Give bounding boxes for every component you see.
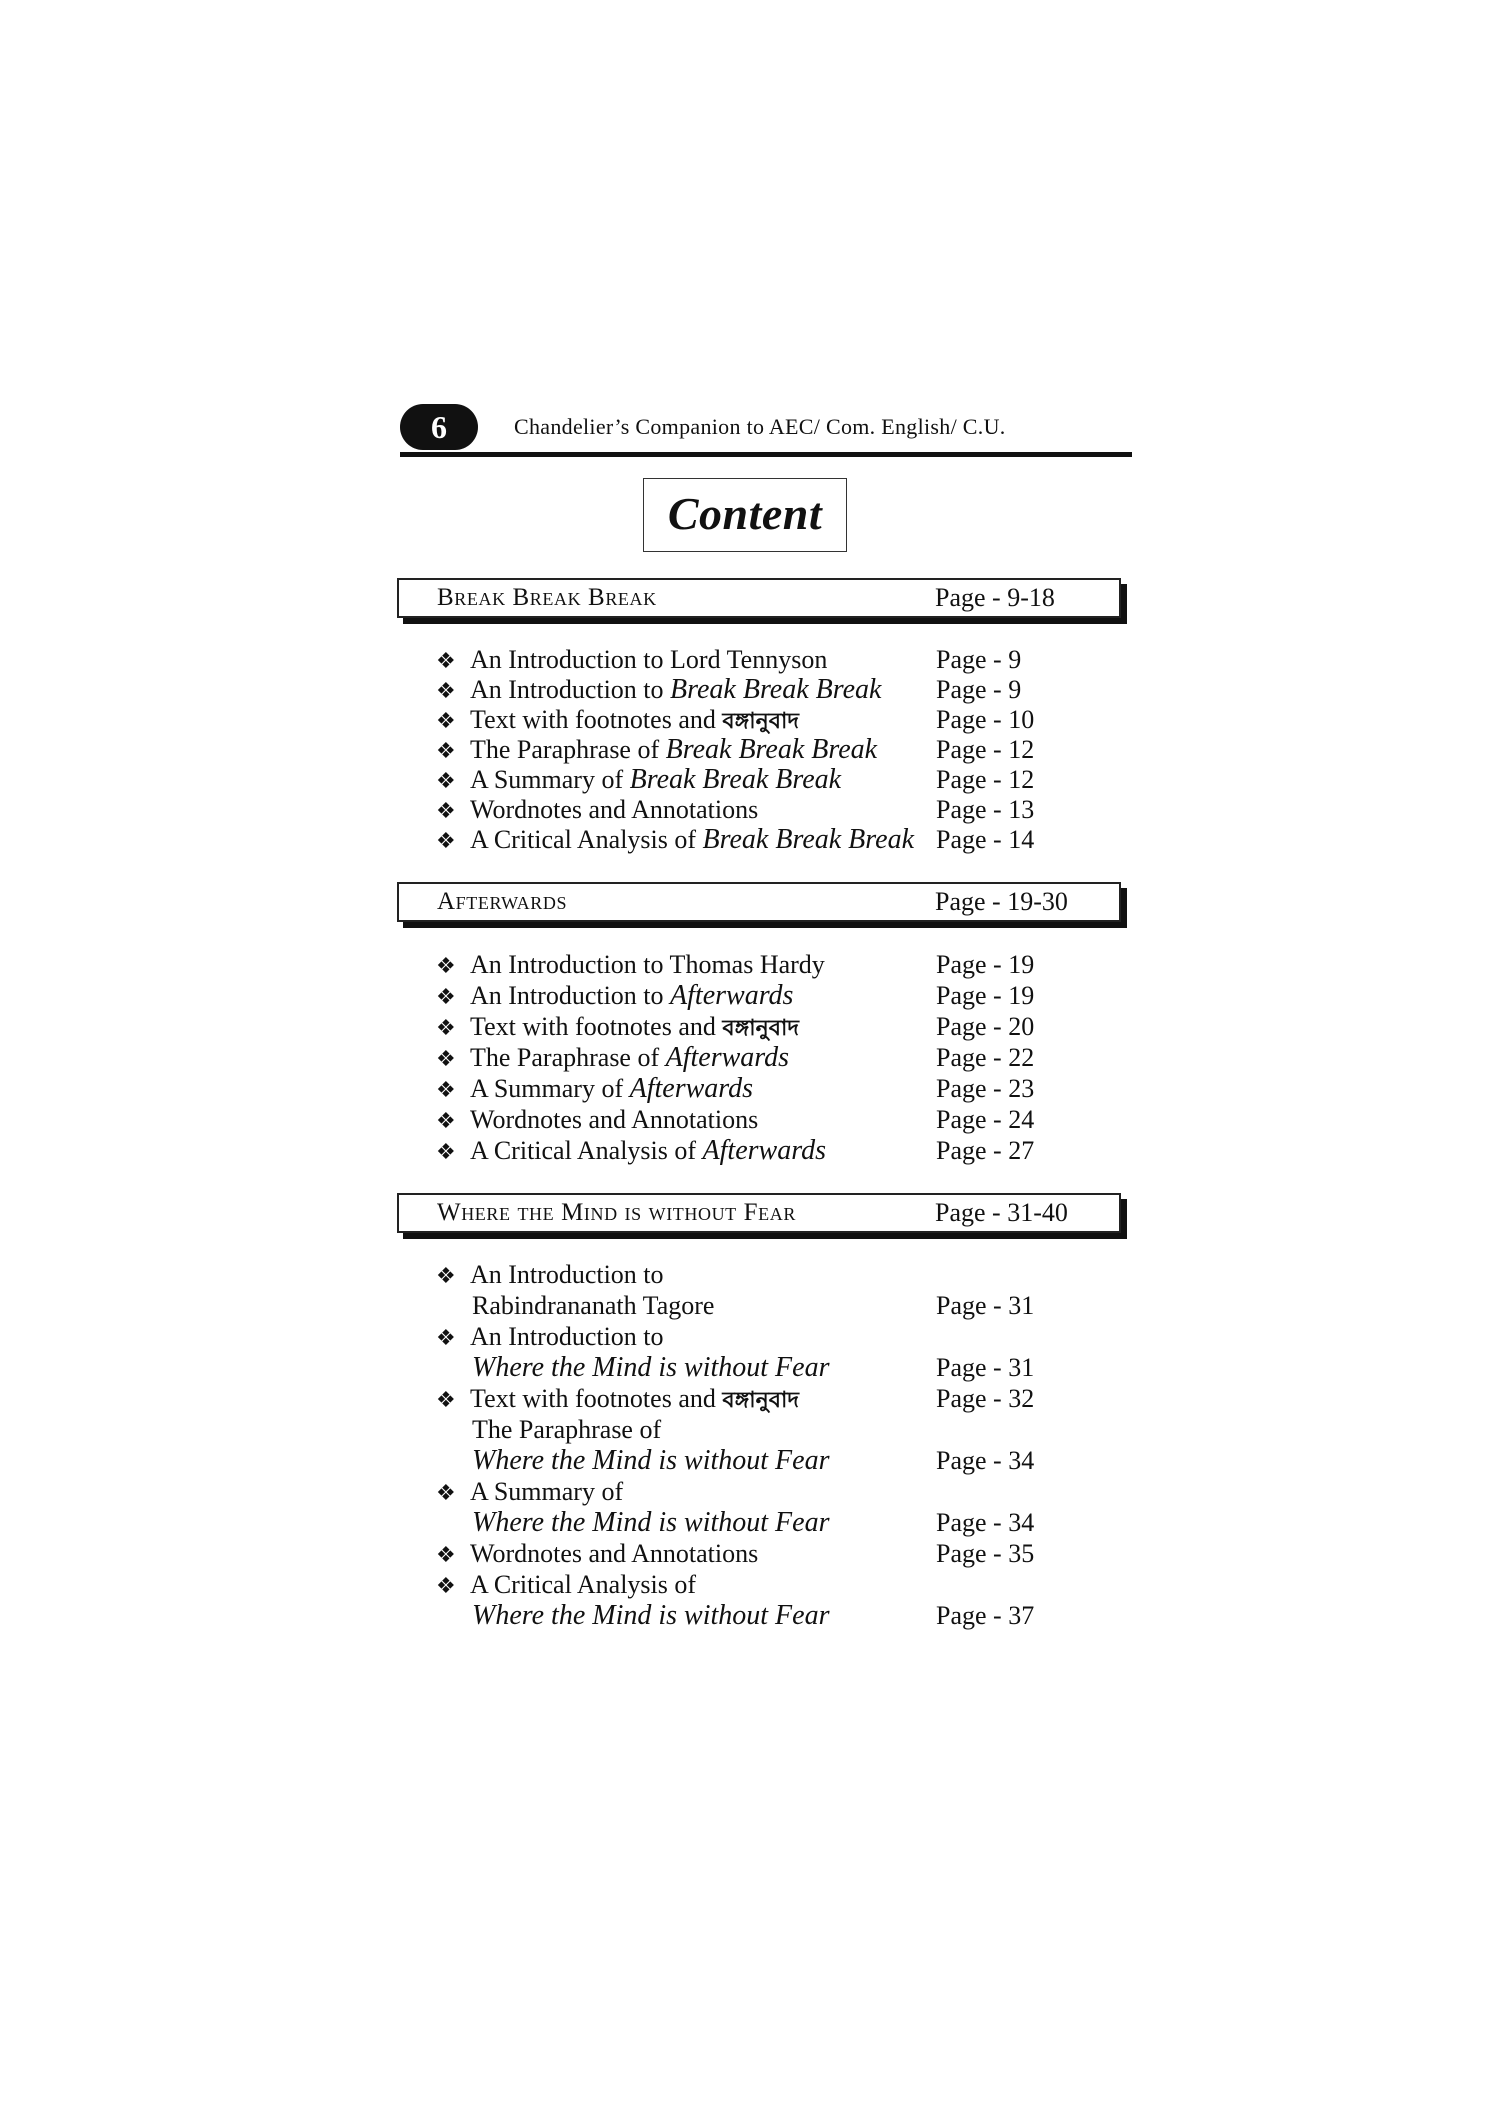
toc-item: ❖ A Summary of Afterwards bbox=[436, 1073, 754, 1104]
page-header bbox=[400, 404, 1132, 457]
toc-item: ❖ An Introduction to bbox=[436, 1260, 664, 1289]
diamond-bullet-icon: ❖ bbox=[436, 678, 456, 703]
toc-item: ❖ Text with footnotes and বঙ্গানুবাদ bbox=[436, 705, 799, 734]
diamond-bullet-icon: ❖ bbox=[436, 768, 456, 793]
toc-item: ❖ A Critical Analysis of Break Break Break bbox=[436, 824, 914, 855]
page-number-badge: 6 bbox=[400, 404, 478, 450]
toc-item: ❖ Wordnotes and Annotations bbox=[436, 1105, 759, 1134]
toc-item: ❖ Wordnotes and Annotations bbox=[436, 795, 759, 824]
toc-item: ❖ An Introduction to Afterwards bbox=[436, 980, 794, 1011]
toc-page-ref: Page - 13 bbox=[936, 795, 1035, 824]
toc-page-ref: Page - 34 bbox=[936, 1508, 1035, 1537]
diamond-bullet-icon: ❖ bbox=[436, 798, 456, 823]
toc-item: ❖ Wordnotes and Annotations bbox=[436, 1539, 759, 1568]
toc-item: ❖ Text with footnotes and বঙ্গানুবাদ bbox=[436, 1384, 799, 1413]
diamond-bullet-icon: ❖ bbox=[436, 1263, 456, 1288]
diamond-bullet-icon: ❖ bbox=[436, 1325, 456, 1350]
toc-item: ❖ Text with footnotes and বঙ্গানুবাদ bbox=[436, 1012, 799, 1041]
toc-item: ❖ An Introduction to Thomas Hardy bbox=[436, 950, 825, 979]
toc-item: The Paraphrase of bbox=[472, 1415, 662, 1444]
section-header-break-break-break bbox=[397, 578, 1121, 618]
section-page-range: Page - 19-30 bbox=[935, 887, 1068, 916]
section-page-range: Page - 9-18 bbox=[935, 583, 1055, 612]
toc-page-ref: Page - 31 bbox=[936, 1353, 1035, 1382]
toc-page-ref: Page - 10 bbox=[936, 705, 1035, 734]
diamond-bullet-icon: ❖ bbox=[436, 1015, 456, 1040]
diamond-bullet-icon: ❖ bbox=[436, 1573, 456, 1598]
diamond-bullet-icon: ❖ bbox=[436, 1046, 456, 1071]
diamond-bullet-icon: ❖ bbox=[436, 1077, 456, 1102]
toc-page-ref: Page - 19 bbox=[936, 981, 1035, 1010]
section-header-afterwards bbox=[397, 882, 1121, 922]
section-header-where-the-mind bbox=[397, 1193, 1121, 1233]
diamond-bullet-icon: ❖ bbox=[436, 738, 456, 763]
section-title: Afterwards bbox=[437, 888, 568, 915]
toc-page-ref: Page - 27 bbox=[936, 1136, 1035, 1165]
diamond-bullet-icon: ❖ bbox=[436, 828, 456, 853]
diamond-bullet-icon: ❖ bbox=[436, 1542, 456, 1567]
toc-page-ref: Page - 12 bbox=[936, 765, 1035, 794]
toc-page-ref: Page - 9 bbox=[936, 645, 1022, 674]
page-title: Content bbox=[667, 488, 823, 539]
section-title: Break Break Break bbox=[437, 584, 657, 611]
diamond-bullet-icon: ❖ bbox=[436, 648, 456, 673]
toc-item-continuation: Where the Mind is without Fear bbox=[472, 1507, 830, 1538]
toc-item-continuation: Where the Mind is without Fear bbox=[472, 1445, 830, 1476]
toc-page-ref: Page - 32 bbox=[936, 1384, 1035, 1413]
toc-page-ref: Page - 35 bbox=[936, 1539, 1035, 1568]
section-page-range: Page - 31-40 bbox=[935, 1198, 1068, 1227]
toc-item: ❖ A Critical Analysis of Afterwards bbox=[436, 1135, 826, 1166]
toc-item: ❖ A Critical Analysis of bbox=[436, 1570, 697, 1599]
toc-page-ref: Page - 31 bbox=[936, 1291, 1035, 1320]
toc-page-ref: Page - 12 bbox=[936, 735, 1035, 764]
diamond-bullet-icon: ❖ bbox=[436, 953, 456, 978]
toc-item-continuation: Rabindrananath Tagore bbox=[472, 1291, 715, 1320]
diamond-bullet-icon: ❖ bbox=[436, 1108, 456, 1133]
content-title-box bbox=[643, 478, 847, 552]
diamond-bullet-icon: ❖ bbox=[436, 1139, 456, 1164]
toc-item-continuation: Where the Mind is without Fear bbox=[472, 1600, 830, 1631]
toc-page-ref: Page - 14 bbox=[936, 825, 1035, 854]
toc-page-ref: Page - 34 bbox=[936, 1446, 1035, 1475]
toc-page-ref: Page - 24 bbox=[936, 1105, 1035, 1134]
toc-item: ❖ A Summary of Break Break Break bbox=[436, 764, 842, 795]
toc-page-ref: Page - 23 bbox=[936, 1074, 1035, 1103]
toc-page-ref: Page - 9 bbox=[936, 675, 1022, 704]
toc-page-ref: Page - 20 bbox=[936, 1012, 1035, 1041]
diamond-bullet-icon: ❖ bbox=[436, 708, 456, 733]
toc-item: ❖ A Summary of bbox=[436, 1477, 624, 1506]
toc-item: ❖ An Introduction to bbox=[436, 1322, 664, 1351]
section-title: Where the Mind is without Fear bbox=[437, 1199, 796, 1226]
toc-item: ❖ An Introduction to Lord Tennyson bbox=[436, 645, 828, 674]
toc-item: ❖ An Introduction to Break Break Break bbox=[436, 674, 882, 705]
toc-item-continuation: Where the Mind is without Fear bbox=[472, 1352, 830, 1383]
diamond-bullet-icon: ❖ bbox=[436, 984, 456, 1009]
diamond-bullet-icon: ❖ bbox=[436, 1387, 456, 1412]
toc-page-ref: Page - 19 bbox=[936, 950, 1035, 979]
toc-item: ❖ The Paraphrase of Break Break Break bbox=[436, 734, 878, 765]
toc-item: ❖ The Paraphrase of Afterwards bbox=[436, 1042, 790, 1073]
toc-page-ref: Page - 37 bbox=[936, 1601, 1035, 1630]
running-head: Chandelier’s Companion to AEC/ Com. English/ C.U. bbox=[514, 414, 1006, 439]
toc-page-ref: Page - 22 bbox=[936, 1043, 1035, 1072]
diamond-bullet-icon: ❖ bbox=[436, 1480, 456, 1505]
